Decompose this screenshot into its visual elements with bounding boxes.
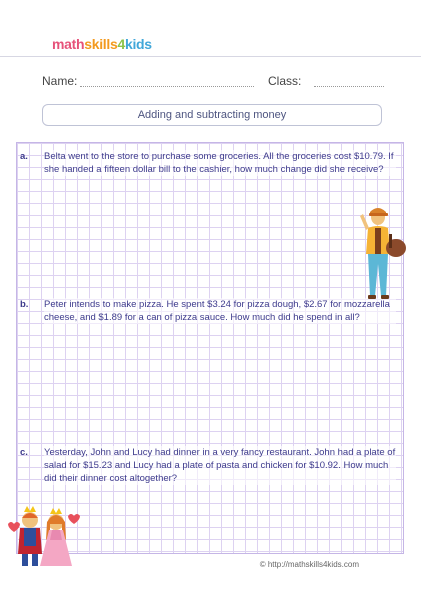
question-text: Peter intends to make pizza. He spent $3.24 for pizza dough, $2.67 for mozzarella cheese, and $1.89 for a can of pizza sauce. How much did he spend in all? bbox=[44, 298, 396, 324]
question-letter: c. bbox=[20, 447, 28, 458]
logo-part-skills: skills bbox=[84, 36, 118, 52]
question-letter: b. bbox=[20, 299, 29, 310]
prince-princess-illustration bbox=[2, 506, 88, 568]
worksheet-title: Adding and subtracting money bbox=[42, 104, 382, 126]
class-field[interactable] bbox=[314, 86, 384, 87]
question-text: Yesterday, John and Lucy had dinner in a very fancy restaurant. John had a plate of salad for $15.23 and Lucy had a plate of pasta and chicken for $10.92. How much did their dinner cost altogether? bbox=[44, 447, 396, 484]
site-logo bbox=[52, 36, 152, 52]
question-letter: a. bbox=[20, 151, 28, 162]
grid-paper bbox=[16, 142, 404, 554]
logo-part-math: math bbox=[52, 36, 85, 52]
question-text: Belta went to the store to purchase some groceries. All the groceries cost $10.79. If she handed a fifteen dollar bill to the cashier, how much change did she receive? bbox=[44, 150, 396, 176]
copyright-footer: © http://mathskills4kids.com bbox=[259, 560, 359, 569]
logo-part-4: 4 bbox=[117, 36, 125, 52]
question-a bbox=[20, 150, 396, 176]
header-divider bbox=[0, 56, 421, 57]
logo-part-kids: kids bbox=[124, 36, 152, 52]
class-label: Class: bbox=[268, 74, 302, 88]
name-field[interactable] bbox=[80, 86, 254, 87]
question-c bbox=[20, 446, 396, 485]
name-label: Name: bbox=[42, 74, 78, 88]
question-b bbox=[20, 298, 396, 324]
name-class-row bbox=[42, 74, 387, 92]
man-with-bag-illustration bbox=[356, 204, 408, 300]
